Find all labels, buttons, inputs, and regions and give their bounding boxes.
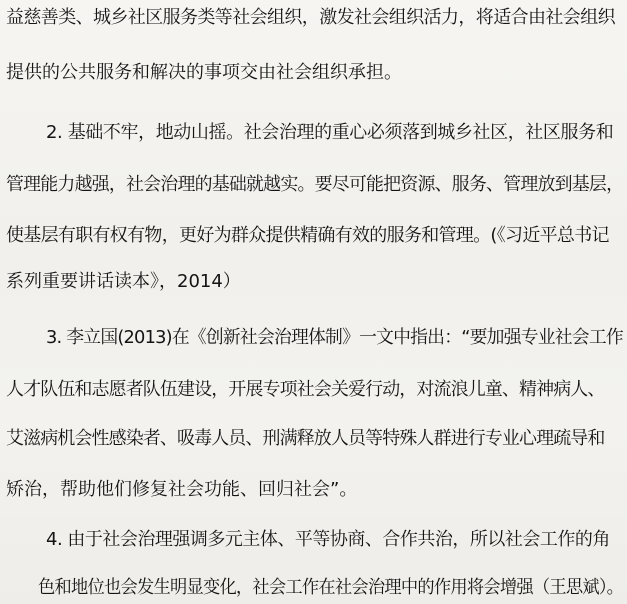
- text-line-9: 艾滋病机会性感染者、吸毒人员、刑满释放人员等特殊人群进行专业心理疏导和: [6, 428, 605, 449]
- text-line-12: 色和地位也会发生明显变化，社会工作在社会治理中的作用将会增强（王思斌）。: [38, 577, 624, 598]
- text-line-5: 使基层有职有权有物，更好为群众提供精确有效的服务和管理。(《习近平总书记: [6, 225, 609, 246]
- text-line-6: 系列重要讲话读本》，2014）: [6, 271, 241, 292]
- text-line-1: 益慈善类、城乡社区服务类等社会组织，激发社会组织活力，将适合由社会组织: [6, 7, 615, 28]
- text-line-8: 人才队伍和志愿者队伍建设，开展专项社会关爱行动，对流浪儿童、精神病人、: [6, 379, 605, 400]
- text-line-2: 提供的公共服务和解决的事项交由社会组织承担。: [6, 62, 402, 83]
- text-line-4: 管理能力越强，社会治理的基础就越实。要尽可能把资源、服务、管理放到基层，: [6, 174, 624, 195]
- text-line-10: 矫治，帮助他们修复社会功能、回归社会”。: [6, 479, 358, 500]
- text-line-7: 3. 李立国(2013)在《创新社会治理体制》一文中指出：“要加强专业社会工作: [46, 327, 623, 348]
- text-line-11: 4. 由于社会治理强调多元主体、平等协商、合作共治，所以社会工作的角: [46, 529, 610, 550]
- text-line-3: 2. 基础不牢，地动山摇。社会治理的重心必须落到城乡社区，社区服务和: [46, 122, 614, 143]
